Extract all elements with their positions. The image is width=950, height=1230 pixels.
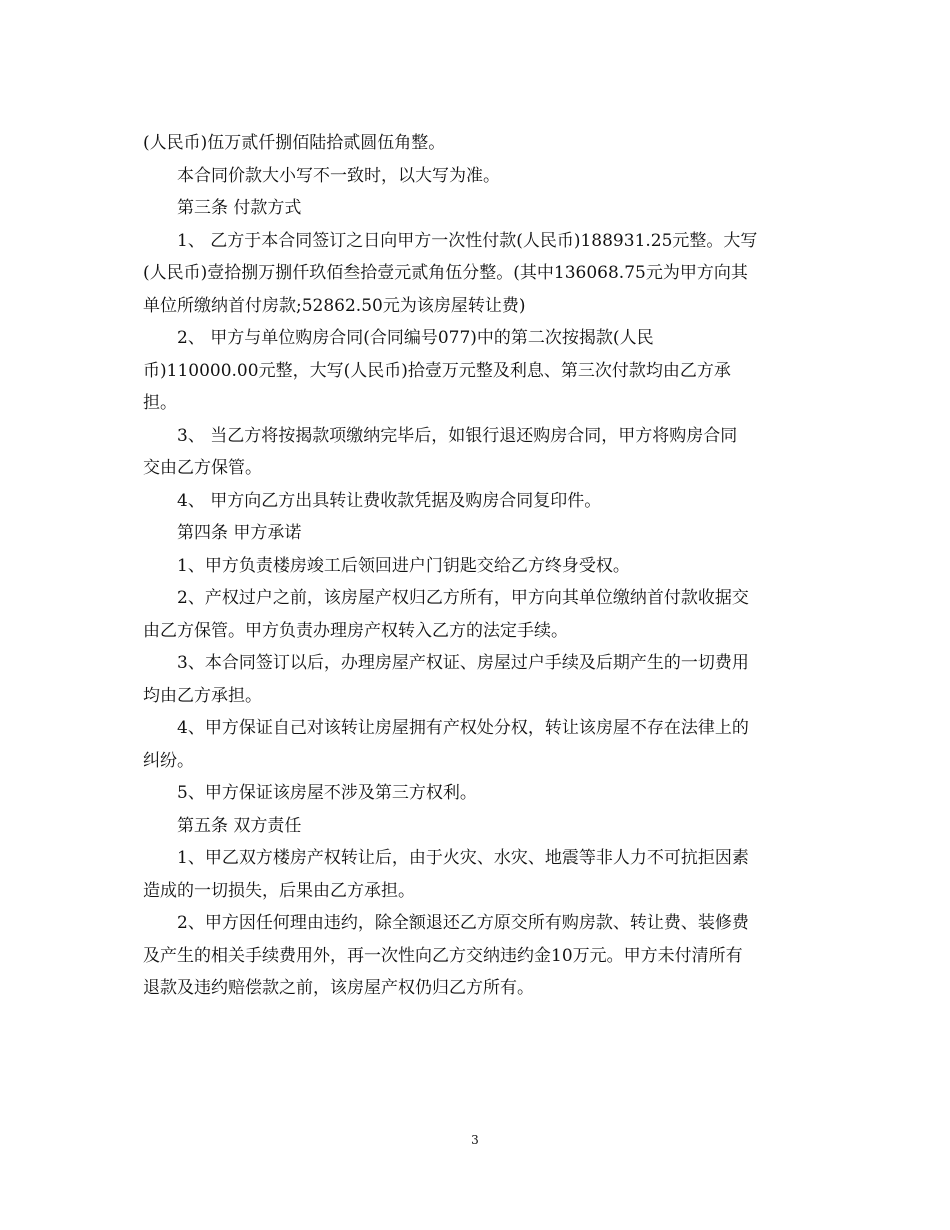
text-line: 第三条 付款方式 bbox=[177, 198, 302, 218]
text-line: 4、甲方保证自己对该转让房屋拥有产权处分权，转让该房屋不存在法律上的 bbox=[177, 718, 749, 738]
text-line: 1、 乙方于本合同签订之日向甲方一次性付款(人民币)188931.25元整。大写 bbox=[177, 230, 758, 251]
text-line: 由乙方保管。甲方负责办理房产权转入乙方的法定手续。 bbox=[143, 620, 568, 641]
text-line: 4、 甲方向乙方出具转让费收款凭据及购房合同复印件。 bbox=[177, 490, 602, 511]
text-line: (人民币)壹拾捌万捌仟玖佰叁拾壹元贰角伍分整。(其中136068.75元为甲方向其 bbox=[143, 263, 748, 283]
text-line: 第五条 双方责任 bbox=[177, 815, 302, 836]
text-line: 2、甲方因任何理由违约，除全额退还乙方原交所有购房款、转让费、装修费 bbox=[177, 913, 749, 933]
text-line: 单位所缴纳首付房款;52862.50元为该房屋转让费) bbox=[143, 295, 526, 316]
text-line: 退款及违约赔偿款之前，该房屋产权仍归乙方所有。 bbox=[143, 978, 534, 998]
text-line: 第四条 甲方承诺 bbox=[177, 523, 302, 543]
text-line: 均由乙方承担。 bbox=[143, 685, 262, 706]
text-line: (人民币)伍万贰仟捌佰陆拾贰圆伍角整。 bbox=[143, 133, 446, 153]
text-line: 造成的一切损失，后果由乙方承担。 bbox=[143, 880, 415, 901]
text-line: 1、甲乙双方楼房产权转让后，由于火灾、水灾、地震等非人力不可抗拒因素 bbox=[177, 848, 749, 868]
text-line: 3、 当乙方将按揭款项缴纳完毕后，如银行退还购房合同，甲方将购房合同 bbox=[177, 425, 738, 446]
document-body bbox=[143, 127, 813, 1005]
text-line: 纠纷。 bbox=[143, 750, 194, 771]
page-number: 3 bbox=[471, 1133, 479, 1147]
text-line: 币)110000.00元整，大写(人民币)拾壹万元整及利息、第三次付款均由乙方承 bbox=[143, 360, 731, 381]
text-line: 3、本合同签订以后，办理房屋产权证、房屋过户手续及后期产生的一切费用 bbox=[177, 653, 749, 673]
text-line: 及产生的相关手续费用外，再一次性向乙方交纳违约金10万元。甲方未付清所有 bbox=[143, 945, 743, 966]
text-line: 5、甲方保证该房屋不涉及第三方权利。 bbox=[177, 783, 477, 803]
text-line: 1、甲方负责楼房竣工后领回进户门钥匙交给乙方终身受权。 bbox=[177, 555, 630, 576]
text-line: 交由乙方保管。 bbox=[143, 458, 262, 478]
text-line: 担。 bbox=[143, 393, 177, 413]
text-line: 2、 甲方与单位购房合同(合同编号077)中的第二次按揭款(人民 bbox=[177, 328, 654, 348]
text-line: 本合同价款大小写不一致时，以大写为准。 bbox=[177, 165, 500, 186]
text-line: 2、产权过户之前，该房屋产权归乙方所有，甲方向其单位缴纳首付款收据交 bbox=[177, 588, 749, 608]
